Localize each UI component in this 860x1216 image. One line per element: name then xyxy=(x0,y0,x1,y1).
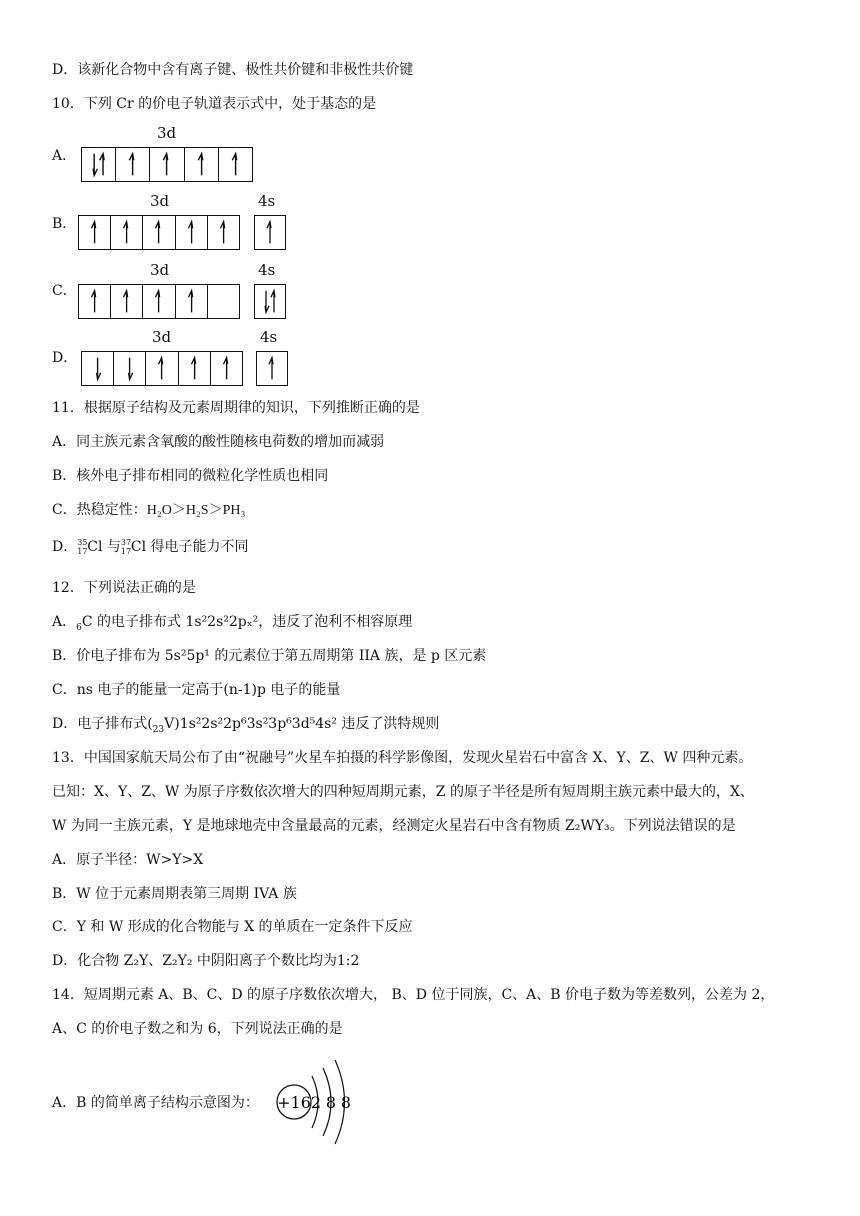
q12-option-c: C．ns 电子的能量一定高于(n-1)p 电子的能量 xyxy=(52,682,341,698)
q12-option-a: A．$_6$C 的电子排布式 1s²2s²2pₓ²，违反了泡利不相容原理 xyxy=(52,614,413,633)
orbital-cell xyxy=(185,148,219,181)
q10-c-4s-orbital xyxy=(254,284,286,319)
orbital-cell xyxy=(116,148,150,181)
q10-a-3d-header: 3d xyxy=(157,124,177,142)
spin-up-arrow xyxy=(124,222,128,244)
spin-up-arrow xyxy=(129,154,133,176)
spin-up-arrow xyxy=(164,154,168,176)
q10-b-4s-header: 4s xyxy=(258,192,276,210)
q12-option-b: B．价电子排布为 5s²5p¹ 的元素位于第五周期第 IIA 族，是 p 区元素 xyxy=(52,648,487,664)
orbital-cell xyxy=(211,352,242,385)
q10-option-d-label: D． xyxy=(52,350,78,366)
q10-c-4s-header: 4s xyxy=(258,261,276,279)
orbital-cell xyxy=(111,216,143,249)
orbital-cell xyxy=(82,352,114,385)
q13-line-2: 已知：X、Y、Z、W 为原子序数依次增大的四种短周期元素，Z 的原子半径是所有短周期主族元素中最大的，X、 xyxy=(52,784,754,800)
spin-down-arrow xyxy=(97,358,101,380)
q10-b-3d-orbitals xyxy=(78,215,240,250)
q13-line-1: 13．中国国家航天局公布了由“祝融号”火星车拍摄的科学影像图，发现火星岩石中富含 X、Y、Z、W 四种元素。 xyxy=(52,750,753,766)
q12-stem: 12．下列说法正确的是 xyxy=(52,580,196,596)
spin-up-arrow xyxy=(91,291,95,313)
spin-up-arrow xyxy=(124,291,128,313)
spin-up-arrow xyxy=(191,358,195,380)
q14-option-a: A．B 的简单离子结构示意图为： xyxy=(52,1095,259,1111)
q10-option-b-label: B． xyxy=(52,216,77,232)
orbital-cell xyxy=(111,285,143,318)
q10-b-3d-header: 3d xyxy=(150,192,170,210)
orbital-cell xyxy=(257,352,287,385)
spin-down-arrow xyxy=(93,154,97,176)
spin-up-arrow xyxy=(188,222,192,244)
q10-c-3d-orbitals xyxy=(78,284,240,319)
ion-structure-diagram xyxy=(272,1058,362,1148)
cl35-isotope-label: 35 17 xyxy=(77,538,88,556)
orbital-cell xyxy=(114,352,146,385)
q11-option-b: B．核外电子排布相同的微粒化学性质也相同 xyxy=(52,468,329,484)
orbital-cell xyxy=(208,285,239,318)
cl37-isotope-label: 37 17 xyxy=(120,538,132,556)
q10-c-3d-header: 3d xyxy=(150,261,170,279)
spin-up-arrow xyxy=(156,291,160,313)
spin-up-arrow xyxy=(220,222,224,244)
spin-up-arrow xyxy=(267,222,271,244)
spin-up-arrow xyxy=(232,154,236,176)
q11-stem: 11．根据原子结构及元素周期律的知识，下列推断正确的是 xyxy=(52,400,420,416)
spin-down-arrow xyxy=(265,291,269,313)
q13-option-a: A．原子半径：W>Y>X xyxy=(52,852,204,868)
orbital-cell xyxy=(82,148,116,181)
orbital-cell xyxy=(150,148,184,181)
q10-option-a-label: A． xyxy=(52,148,77,164)
q13-option-c: C．Y 和 W 形成的化合物能与 X 的单质在一定条件下反应 xyxy=(52,919,413,935)
q14-line-2: A、C 的价电子数之和为 6，下列说法正确的是 xyxy=(52,1021,343,1037)
q10-stem: 10．下列 Cr 的价电子轨道表示式中，处于基态的是 xyxy=(52,96,377,112)
q13-option-d: D．化合物 Z₂Y、Z₂Y₂ 中阴阳离子个数比均为1:2 xyxy=(52,953,360,969)
q10-a-3d-orbitals xyxy=(81,147,253,182)
nucleus-charge: +16 xyxy=(277,1093,311,1112)
orbital-cell xyxy=(176,216,208,249)
spin-up-arrow xyxy=(269,358,273,380)
spin-up-arrow xyxy=(223,358,227,380)
q11-option-a: A．同主族元素含氧酸的酸性随核电荷数的增加而减弱 xyxy=(52,434,385,450)
spin-down-arrow xyxy=(129,358,133,380)
q12-option-d: D．电子排布式$(_{23}V)1s^22s^22p^63s^23p^63d^54s^2$ 违反了洪特规则 xyxy=(52,716,440,735)
orbital-cell xyxy=(143,285,175,318)
orbital-cell xyxy=(176,285,208,318)
q10-d-3d-header: 3d xyxy=(152,328,172,346)
orbital-cell xyxy=(143,216,175,249)
q10-b-4s-orbital xyxy=(254,215,286,250)
shell-1-electrons: 2 xyxy=(310,1093,322,1112)
q13-option-b: B．W 位于元素周期表第三周期 IVA 族 xyxy=(52,886,297,902)
orbital-cell xyxy=(79,285,111,318)
q11-option-c: C．热稳定性：H₂O＞H₂S＞PH₃ xyxy=(52,502,246,518)
shell-3-electrons: 8 xyxy=(340,1093,352,1112)
spin-up-arrow xyxy=(198,154,202,176)
q14-line-1: 14．短周期元素 A、B、C、D 的原子序数依次增大， B、D 位于同族，C、A、B 价电子数为等差数列，公差为 2， xyxy=(52,987,775,1003)
orbital-cell xyxy=(208,216,239,249)
orbital-cell xyxy=(79,216,111,249)
q10-d-3d-orbitals xyxy=(81,351,243,386)
orbital-cell xyxy=(179,352,211,385)
shell-2-electrons: 8 xyxy=(325,1093,337,1112)
orbital-cell xyxy=(219,148,252,181)
orbital-cell xyxy=(146,352,178,385)
spin-up-arrow xyxy=(91,222,95,244)
spin-up-arrow xyxy=(159,358,163,380)
q11-option-d: D． 35 17 Cl 与 37 17 Cl 得电子能力不同 xyxy=(52,538,249,556)
orbital-cell xyxy=(255,285,285,318)
spin-up-arrow xyxy=(271,291,275,313)
q13-line-3: W 为同一主族元素，Y 是地球地壳中含量最高的元素，经测定火星岩石中含有物质 Z₂WY₃。下列说法错误的是 xyxy=(52,818,736,834)
q9-option-d: D．该新化合物中含有离子键、极性共价键和非极性共价键 xyxy=(52,62,414,78)
spin-up-arrow xyxy=(100,154,104,176)
spin-up-arrow xyxy=(156,222,160,244)
q10-option-c-label: C． xyxy=(52,283,77,299)
orbital-cell xyxy=(255,216,285,249)
q10-d-4s-orbital xyxy=(256,351,288,386)
q10-d-4s-header: 4s xyxy=(260,328,278,346)
spin-up-arrow xyxy=(188,291,192,313)
